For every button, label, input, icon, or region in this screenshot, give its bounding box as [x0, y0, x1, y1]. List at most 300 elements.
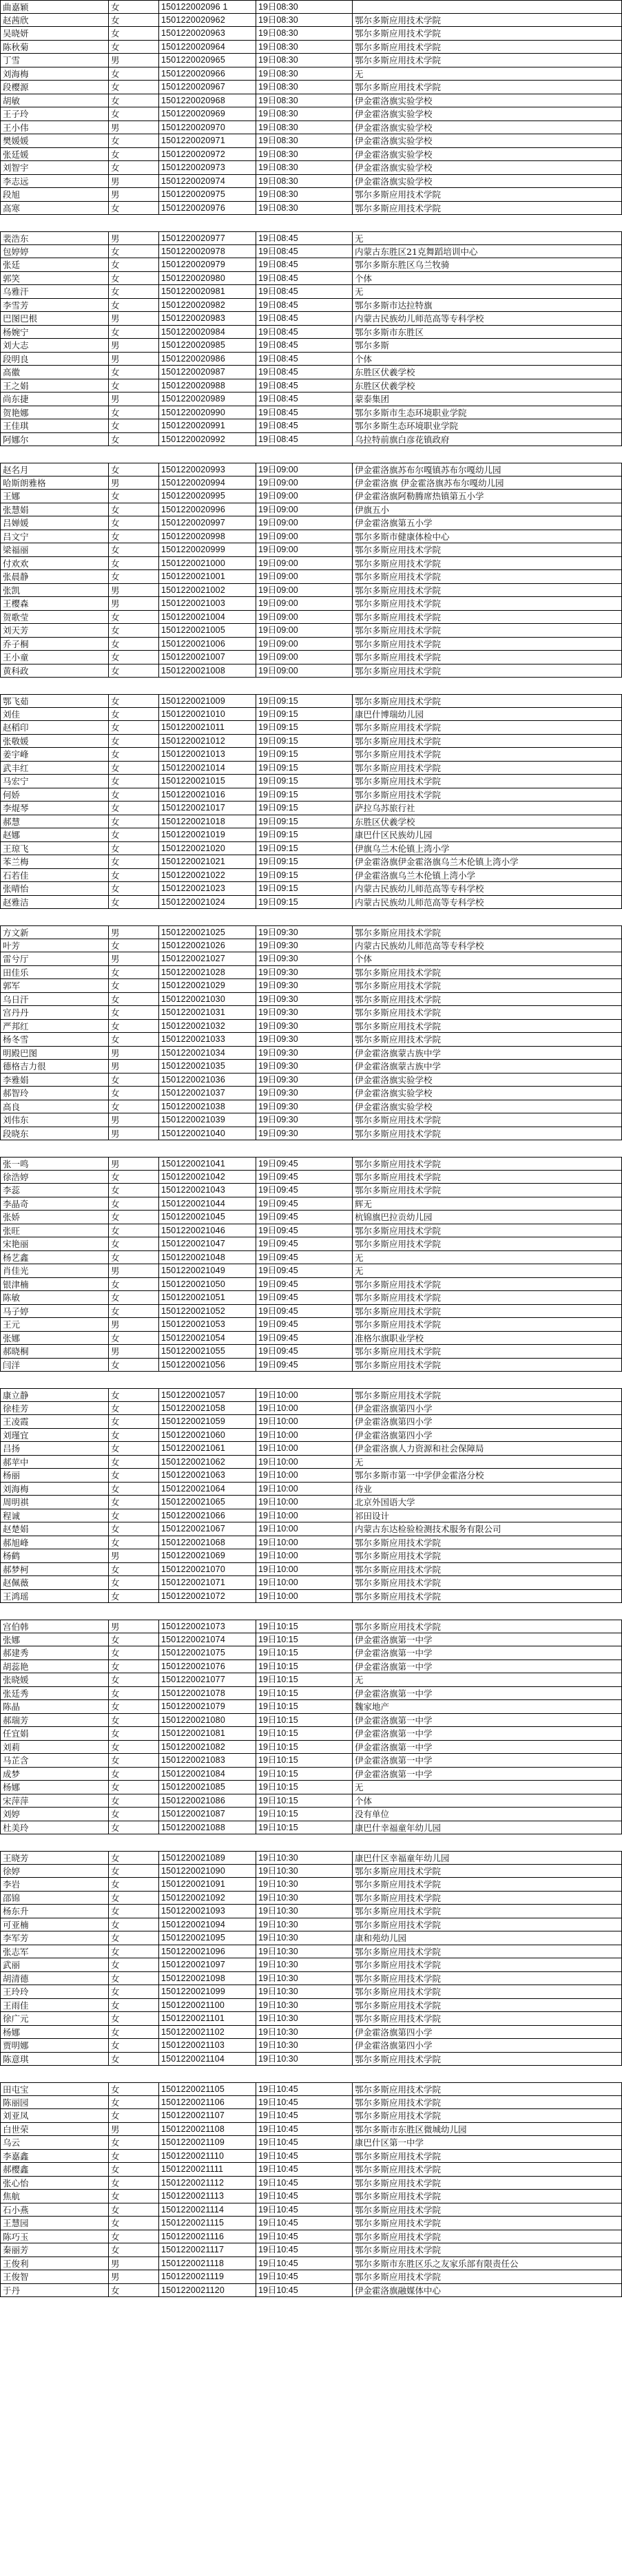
table-row [0, 1264, 622, 1278]
name-cell: 周明祺 [0, 1496, 109, 1509]
unit-cell: 伊金霍洛旗实验学校 [353, 134, 622, 148]
ticket-cell: 1501220021021 [159, 855, 256, 869]
ticket-cell: 1501220021016 [159, 788, 256, 802]
table-row [0, 815, 622, 829]
ticket-cell: 1501220021119 [159, 2270, 256, 2284]
table-row [0, 1727, 622, 1741]
session-cell: 19日09:15 [256, 708, 353, 722]
session-cell: 19日10:00 [256, 1522, 353, 1536]
table-row [0, 2243, 622, 2257]
gender-cell: 女 [109, 1945, 159, 1959]
ticket-cell: 1501220021117 [159, 2243, 256, 2257]
name-cell: 赵娜 [0, 828, 109, 842]
unit-cell: 伊金霍洛旗苏布尔嘎镇苏布尔嘎幼儿园 [353, 463, 622, 477]
ticket-cell: 1501220021088 [159, 1821, 256, 1835]
unit-cell: 内蒙古东胜区21克舞蹈培训中心 [353, 245, 622, 259]
gender-cell: 女 [109, 939, 159, 953]
unit-cell: 鄂尔多斯应用技术学院 [353, 1033, 622, 1047]
ticket-cell: 1501220020969 [159, 107, 256, 121]
gender-cell: 女 [109, 2243, 159, 2257]
session-cell: 19日10:15 [256, 1821, 353, 1835]
name-cell: 郝旭峰 [0, 1536, 109, 1550]
session-cell: 19日10:15 [256, 1687, 353, 1701]
unit-cell: 伊金霍洛旗第五小学 [353, 516, 622, 530]
unit-cell: 伊金霍洛旗第一中学 [353, 1646, 622, 1660]
table-row [0, 1415, 622, 1429]
table-row [0, 557, 622, 571]
session-cell: 19日10:30 [256, 1892, 353, 1905]
ticket-cell: 1501220020991 [159, 419, 256, 433]
session-cell: 19日09:15 [256, 842, 353, 856]
table-row [0, 285, 622, 299]
session-cell: 19日09:00 [256, 611, 353, 625]
name-cell: 赵雅洁 [0, 896, 109, 910]
roster-group [0, 231, 622, 446]
ticket-cell: 1501220020985 [159, 339, 256, 353]
session-cell: 19日10:45 [256, 2203, 353, 2217]
unit-cell: 鄂尔多斯应用技术学院 [353, 1536, 622, 1550]
session-cell: 19日10:30 [256, 1905, 353, 1918]
name-cell: 王琼飞 [0, 842, 109, 856]
ticket-cell: 1501220021110 [159, 2150, 256, 2164]
gender-cell: 女 [109, 1931, 159, 1945]
unit-cell: 鄂尔多斯应用技术学院 [353, 1985, 622, 1999]
session-cell: 19日09:00 [256, 477, 353, 490]
gender-cell: 女 [109, 1359, 159, 1372]
ticket-cell: 1501220021108 [159, 2123, 256, 2137]
gender-cell: 男 [109, 54, 159, 67]
session-cell: 19日10:45 [256, 2109, 353, 2123]
roster-group [0, 1157, 622, 1372]
ticket-cell: 1501220021000 [159, 557, 256, 571]
unit-cell: 鄂尔多斯应用技术学院 [353, 762, 622, 775]
ticket-cell: 1501220021007 [159, 651, 256, 664]
gender-cell: 女 [109, 1100, 159, 1114]
unit-cell: 鄂尔多斯应用技术学院 [353, 2082, 622, 2096]
table-row [0, 1985, 622, 1999]
ticket-cell: 1501220021024 [159, 896, 256, 910]
name-cell: 李焜琴 [0, 802, 109, 815]
unit-cell: 伊金霍洛旗第一中学 [353, 1660, 622, 1674]
session-cell: 19日10:00 [256, 1483, 353, 1496]
ticket-cell: 1501220021102 [159, 2026, 256, 2040]
name-cell: 苯兰梅 [0, 855, 109, 869]
name-cell: 陈晶 [0, 1700, 109, 1714]
name-cell: 白世荣 [0, 2123, 109, 2137]
gender-cell: 女 [109, 81, 159, 94]
name-cell: 可亚楠 [0, 1918, 109, 1932]
ticket-cell: 1501220021059 [159, 1415, 256, 1429]
ticket-cell: 1501220021054 [159, 1332, 256, 1345]
unit-cell: 鄂尔多斯应用技术学院 [353, 1549, 622, 1563]
session-cell: 19日10:00 [256, 1496, 353, 1509]
session-cell: 19日08:30 [256, 107, 353, 121]
ticket-cell: 1501220021085 [159, 1781, 256, 1794]
ticket-cell: 1501220020990 [159, 406, 256, 420]
ticket-cell: 1501220021004 [159, 611, 256, 625]
session-cell: 19日09:30 [256, 1127, 353, 1141]
unit-cell: 鄂尔多斯应用技术学院 [353, 1184, 622, 1197]
name-cell: 陈丽园 [0, 2096, 109, 2110]
table-row [0, 1469, 622, 1483]
group-spacer [0, 1140, 622, 1157]
name-cell: 李蕊 [0, 1184, 109, 1197]
session-cell: 19日08:45 [256, 406, 353, 420]
name-cell: 杨娜 [0, 2026, 109, 2040]
unit-cell: 萨拉乌苏旅行社 [353, 802, 622, 815]
name-cell: 杨冬雪 [0, 1033, 109, 1047]
session-cell: 19日10:00 [256, 1456, 353, 1469]
session-cell: 19日09:15 [256, 748, 353, 762]
group-spacer [0, 1834, 622, 1851]
unit-cell: 伊金霍洛旗实验学校 [353, 107, 622, 121]
unit-cell: 内蒙古东达检验检测技术服务有限公司 [353, 1522, 622, 1536]
gender-cell: 女 [109, 245, 159, 259]
table-row [0, 41, 622, 54]
table-row [0, 419, 622, 433]
table-row [0, 1768, 622, 1781]
gender-cell: 男 [109, 188, 159, 202]
unit-cell: 鄂尔多斯应用技术学院 [353, 584, 622, 598]
ticket-cell: 150122002096 1 [159, 0, 256, 14]
name-cell: 武丽 [0, 1958, 109, 1972]
ticket-cell: 1501220021008 [159, 664, 256, 678]
ticket-cell: 1501220020964 [159, 41, 256, 54]
table-row [0, 2217, 622, 2230]
gender-cell: 女 [109, 1020, 159, 1034]
table-row [0, 188, 622, 202]
ticket-cell: 1501220021105 [159, 2082, 256, 2096]
ticket-cell: 1501220021038 [159, 1100, 256, 1114]
gender-cell: 女 [109, 2039, 159, 2053]
name-cell: 明殿巴图 [0, 1047, 109, 1060]
name-cell: 乌日汗 [0, 993, 109, 1007]
table-row [0, 1945, 622, 1959]
ticket-cell: 1501220021109 [159, 2136, 256, 2150]
table-row [0, 1865, 622, 1878]
unit-cell: 鄂尔多斯应用技术学院 [353, 1113, 622, 1127]
gender-cell: 女 [109, 1251, 159, 1265]
table-row [0, 1496, 622, 1509]
table-row [0, 1060, 622, 1074]
unit-cell: 北京外国语大学 [353, 1496, 622, 1509]
unit-cell: 鄂尔多斯应用技术学院 [353, 1563, 622, 1577]
session-cell: 19日09:45 [256, 1157, 353, 1171]
ticket-cell: 1501220021003 [159, 597, 256, 611]
unit-cell: 伊旗五小 [353, 503, 622, 517]
session-cell: 19日09:15 [256, 896, 353, 910]
table-row [0, 1074, 622, 1087]
ticket-cell: 1501220021067 [159, 1522, 256, 1536]
ticket-cell: 1501220021070 [159, 1563, 256, 1577]
unit-cell: 鄂尔多斯应用技术学院 [353, 624, 622, 638]
table-row [0, 392, 622, 406]
ticket-cell: 1501220021044 [159, 1197, 256, 1211]
table-row [0, 1127, 622, 1141]
session-cell: 19日10:30 [256, 2012, 353, 2026]
table-row [0, 1714, 622, 1728]
session-cell: 19日09:15 [256, 828, 353, 842]
unit-cell: 鄂尔多斯应用技术学院 [353, 2230, 622, 2244]
ticket-cell: 1501220021075 [159, 1646, 256, 1660]
name-cell: 张一鸣 [0, 1157, 109, 1171]
gender-cell: 男 [109, 597, 159, 611]
ticket-cell: 1501220020977 [159, 231, 256, 245]
session-cell: 19日10:00 [256, 1469, 353, 1483]
gender-cell: 女 [109, 966, 159, 980]
session-cell: 19日10:45 [256, 2177, 353, 2190]
table-row [0, 2190, 622, 2203]
ticket-cell: 1501220020962 [159, 14, 256, 28]
unit-cell: 鄂尔多斯市东胜区 [353, 326, 622, 339]
name-cell: 马芷含 [0, 1754, 109, 1768]
ticket-cell: 1501220021053 [159, 1318, 256, 1332]
name-cell: 杨东升 [0, 1905, 109, 1918]
session-cell: 19日09:15 [256, 882, 353, 896]
unit-cell: 康巴什区第一中学 [353, 2136, 622, 2150]
table-row [0, 161, 622, 175]
name-cell: 刘佳 [0, 708, 109, 722]
session-cell: 19日08:45 [256, 272, 353, 286]
ticket-cell: 1501220021029 [159, 979, 256, 993]
ticket-cell: 1501220021092 [159, 1892, 256, 1905]
ticket-cell: 1501220021013 [159, 748, 256, 762]
name-cell: 高良 [0, 1100, 109, 1114]
gender-cell: 女 [109, 2012, 159, 2026]
session-cell: 19日09:30 [256, 1100, 353, 1114]
session-cell: 19日09:15 [256, 735, 353, 748]
ticket-cell: 1501220021051 [159, 1291, 256, 1305]
gender-cell: 女 [109, 815, 159, 829]
ticket-cell: 1501220021094 [159, 1918, 256, 1932]
session-cell: 19日09:30 [256, 966, 353, 980]
name-cell: 段明良 [0, 353, 109, 366]
ticket-cell: 1501220021039 [159, 1113, 256, 1127]
table-row [0, 1224, 622, 1238]
gender-cell: 女 [109, 735, 159, 748]
gender-cell: 女 [109, 1291, 159, 1305]
session-cell: 19日10:30 [256, 1999, 353, 2013]
table-row [0, 530, 622, 544]
name-cell: 闫洋 [0, 1359, 109, 1372]
name-cell: 高徽 [0, 366, 109, 379]
unit-cell: 鄂尔多斯应用技术学院 [353, 1590, 622, 1604]
session-cell: 19日09:15 [256, 815, 353, 829]
name-cell: 贺艳娜 [0, 406, 109, 420]
table-row [0, 694, 622, 708]
ticket-cell: 1501220021014 [159, 762, 256, 775]
unit-cell: 东胜区伏羲学校 [353, 379, 622, 393]
unit-cell: 伊金霍洛旗第一中学 [353, 1727, 622, 1741]
name-cell: 肖佳光 [0, 1264, 109, 1278]
ticket-cell: 1501220021087 [159, 1808, 256, 1821]
gender-cell: 女 [109, 1741, 159, 1755]
session-cell: 19日10:15 [256, 1768, 353, 1781]
name-cell: 郝慧 [0, 815, 109, 829]
ticket-cell: 1501220021056 [159, 1359, 256, 1372]
ticket-cell: 1501220021086 [159, 1794, 256, 1808]
gender-cell: 女 [109, 530, 159, 544]
unit-cell: 鄂尔多斯应用技术学院 [353, 1945, 622, 1959]
name-cell: 郝苹中 [0, 1456, 109, 1469]
name-cell: 王元 [0, 1318, 109, 1332]
unit-cell: 鄂尔多斯应用技术学院 [353, 638, 622, 651]
gender-cell: 男 [109, 392, 159, 406]
name-cell: 张晓媛 [0, 1673, 109, 1687]
unit-cell: 鄂尔多斯应用技术学院 [353, 694, 622, 708]
ticket-cell: 1501220021106 [159, 2096, 256, 2110]
gender-cell: 男 [109, 2270, 159, 2284]
gender-cell: 女 [109, 2217, 159, 2230]
session-cell: 19日09:30 [256, 979, 353, 993]
name-cell: 樊媛媛 [0, 134, 109, 148]
session-cell: 19日09:00 [256, 530, 353, 544]
gender-cell: 女 [109, 1821, 159, 1835]
table-row [0, 366, 622, 379]
table-row [0, 1047, 622, 1060]
ticket-cell: 1501220021118 [159, 2257, 256, 2271]
ticket-cell: 1501220021098 [159, 1972, 256, 1986]
ticket-cell: 1501220021080 [159, 1714, 256, 1728]
session-cell: 19日08:30 [256, 121, 353, 135]
session-cell: 19日09:45 [256, 1237, 353, 1251]
gender-cell: 女 [109, 1456, 159, 1469]
table-row [0, 1184, 622, 1197]
table-row [0, 2163, 622, 2177]
session-cell: 19日09:15 [256, 855, 353, 869]
name-cell: 郝瑞芳 [0, 1714, 109, 1728]
table-row [0, 1905, 622, 1918]
table-row [0, 638, 622, 651]
gender-cell: 女 [109, 762, 159, 775]
session-cell: 19日09:30 [256, 952, 353, 966]
name-cell: 陈敏 [0, 1291, 109, 1305]
gender-cell: 女 [109, 1905, 159, 1918]
name-cell: 成梦 [0, 1768, 109, 1781]
gender-cell: 女 [109, 2150, 159, 2164]
unit-cell: 鄂尔多斯应用技术学院 [353, 1918, 622, 1932]
unit-cell: 鄂尔多斯应用技术学院 [353, 1905, 622, 1918]
table-row [0, 353, 622, 366]
gender-cell: 男 [109, 2123, 159, 2137]
table-row [0, 842, 622, 856]
gender-cell: 女 [109, 516, 159, 530]
unit-cell: 鄂尔多斯应用技术学院 [353, 597, 622, 611]
gender-cell: 女 [109, 1851, 159, 1865]
group-spacer [0, 2066, 622, 2082]
ticket-cell: 1501220020978 [159, 245, 256, 259]
ticket-cell: 1501220020970 [159, 121, 256, 135]
session-cell: 19日10:00 [256, 1388, 353, 1402]
session-cell: 19日09:45 [256, 1332, 353, 1345]
gender-cell: 男 [109, 339, 159, 353]
ticket-cell: 1501220021083 [159, 1754, 256, 1768]
table-row [0, 584, 622, 598]
unit-cell: 鄂尔多斯市东胜区微城幼儿园 [353, 2123, 622, 2137]
session-cell: 19日09:00 [256, 638, 353, 651]
table-row [0, 2203, 622, 2217]
unit-cell: 无 [353, 67, 622, 81]
gender-cell: 男 [109, 925, 159, 939]
unit-cell: 内蒙古民族幼儿师范高等专科学校 [353, 882, 622, 896]
gender-cell: 女 [109, 842, 159, 856]
gender-cell: 女 [109, 2082, 159, 2096]
gender-cell: 女 [109, 2109, 159, 2123]
name-cell: 刘智宇 [0, 161, 109, 175]
gender-cell: 女 [109, 1985, 159, 1999]
table-row [0, 2150, 622, 2164]
table-row [0, 1958, 622, 1972]
gender-cell: 女 [109, 406, 159, 420]
gender-cell: 女 [109, 107, 159, 121]
name-cell: 徐浩婷 [0, 1171, 109, 1184]
gender-cell: 男 [109, 175, 159, 189]
session-cell: 19日09:30 [256, 993, 353, 1007]
name-cell: 程诚 [0, 1509, 109, 1523]
gender-cell: 男 [109, 231, 159, 245]
unit-cell: 鄂尔多斯应用技术学院 [353, 557, 622, 571]
session-cell: 19日10:45 [256, 2284, 353, 2298]
name-cell: 赵稻印 [0, 721, 109, 735]
gender-cell: 女 [109, 1184, 159, 1197]
ticket-cell: 1501220021036 [159, 1074, 256, 1087]
name-cell: 王慧园 [0, 2217, 109, 2230]
unit-cell: 鄂尔多斯应用技术学院 [353, 1278, 622, 1292]
name-cell: 刘伟东 [0, 1113, 109, 1127]
session-cell: 19日09:45 [256, 1197, 353, 1211]
unit-cell: 无 [353, 285, 622, 299]
name-cell: 乌雅汗 [0, 285, 109, 299]
name-cell: 德格吉力很 [0, 1060, 109, 1074]
table-row [0, 202, 622, 216]
name-cell: 王小童 [0, 651, 109, 664]
gender-cell: 女 [109, 134, 159, 148]
name-cell: 包婷婷 [0, 245, 109, 259]
gender-cell: 女 [109, 1496, 159, 1509]
unit-cell: 鄂尔多斯应用技术学院 [353, 1958, 622, 1972]
gender-cell: 女 [109, 0, 159, 14]
gender-cell: 女 [109, 788, 159, 802]
unit-cell: 伊金霍洛旗实验学校 [353, 161, 622, 175]
table-row [0, 1808, 622, 1821]
ticket-cell: 1501220021043 [159, 1184, 256, 1197]
ticket-cell: 1501220021025 [159, 925, 256, 939]
gender-cell: 男 [109, 121, 159, 135]
ticket-cell: 1501220021009 [159, 694, 256, 708]
unit-cell: 鄂尔多斯应用技术学院 [353, 2053, 622, 2066]
unit-cell: 鄂尔多斯市达拉特旗 [353, 299, 622, 313]
gender-cell: 女 [109, 299, 159, 313]
table-row [0, 1305, 622, 1319]
table-row [0, 2257, 622, 2271]
name-cell: 贾明娜 [0, 2039, 109, 2053]
gender-cell: 女 [109, 1442, 159, 1456]
table-row [0, 1687, 622, 1701]
name-cell: 王娜 [0, 490, 109, 503]
name-cell: 石小燕 [0, 2203, 109, 2217]
name-cell: 赵佩薇 [0, 1576, 109, 1590]
name-cell: 李晶奇 [0, 1197, 109, 1211]
session-cell: 19日09:45 [256, 1184, 353, 1197]
name-cell: 宋艳丽 [0, 1237, 109, 1251]
unit-cell: 无 [353, 1673, 622, 1687]
unit-cell: 鄂尔多斯应用技术学院 [353, 2096, 622, 2110]
session-cell: 19日08:30 [256, 0, 353, 14]
unit-cell: 乌拉特前旗白彦花镇政府 [353, 433, 622, 447]
name-cell: 乌云 [0, 2136, 109, 2150]
table-row [0, 611, 622, 625]
group-spacer [0, 1372, 622, 1388]
